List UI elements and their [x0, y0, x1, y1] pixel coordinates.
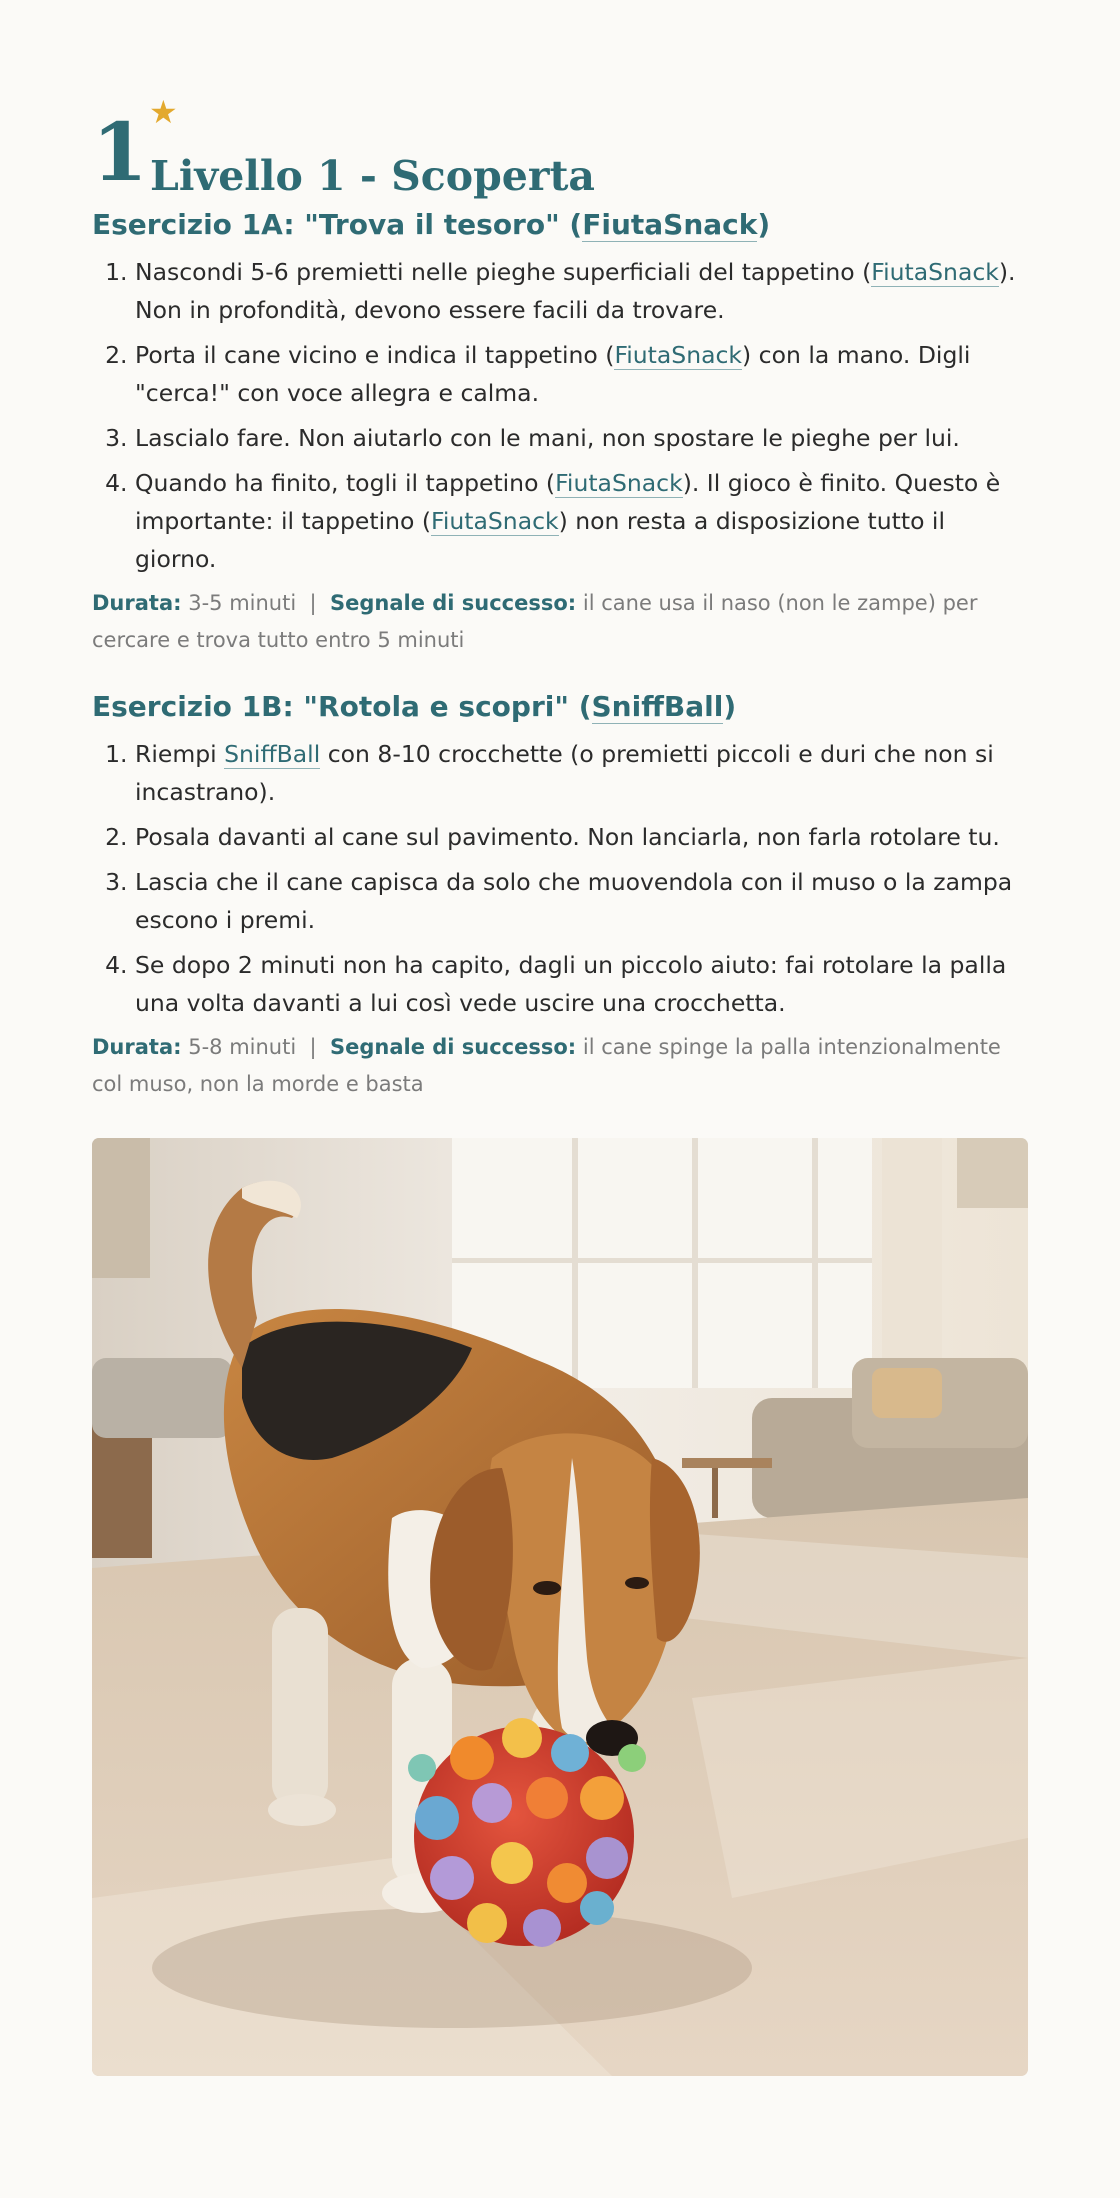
exercise-1a — [92, 205, 1028, 659]
list-item — [135, 336, 1028, 412]
success-value: il cane spinge la palla intenzionalmente col muso, non la morde e basta — [92, 1035, 1001, 1096]
exercise-title-text: Esercizio 1A: "Trova il tesoro" ( — [92, 208, 583, 241]
step-text: Quando ha finito, togli il tappetino ( — [135, 469, 556, 497]
list-item — [135, 419, 1028, 457]
duration-value: 5-8 minuti — [188, 1035, 297, 1059]
success-label: Segnale di successo: — [329, 1035, 577, 1059]
exercise-meta — [92, 585, 1028, 659]
step-text: ) non resta a disposizione tutto il giorno. — [135, 507, 945, 573]
step-text: Lascialo fare. Non aiutarlo con le mani, non spostare le pieghe per lui. — [135, 424, 960, 452]
product-link-fiutasnack[interactable]: FiutaSnack — [614, 341, 743, 369]
success-value: il cane usa il naso (non le zampe) per cercare e trova tutto entro 5 minuti — [92, 591, 978, 652]
step-text: con 8-10 crocchette (o premietti piccoli e duri che non si incastrano). — [135, 740, 994, 806]
step-text: Nascondi 5-6 premietti nelle pieghe superficiali del tappetino ( — [135, 258, 872, 286]
step-text: Lascia che il cane capisca da solo che muovendola con il muso o la zampa escono i premi. — [135, 868, 1013, 934]
star-icon: ★ — [149, 93, 178, 131]
exercise-1b — [92, 687, 1028, 1103]
exercise-meta — [92, 1029, 1028, 1103]
steps-list — [92, 735, 1028, 1022]
exercise-title-text: Esercizio 1B: "Rotola e scopri" ( — [92, 690, 592, 723]
success-label: Segnale di successo: — [329, 591, 577, 615]
exercise-title — [92, 205, 1028, 245]
steps-list — [92, 253, 1028, 578]
step-text: Posala davanti al cane sul pavimento. Non lanciarla, non farla rotolare tu. — [135, 823, 1000, 851]
page — [92, 0, 1028, 1103]
level-title: Livello 1 - Scoperta — [150, 152, 595, 200]
level-header — [92, 0, 1028, 205]
product-link-fiutasnack[interactable]: FiutaSnack — [871, 258, 999, 286]
step-text: ) con la mano. Digli "cerca!" con voce allegra e calma. — [135, 341, 971, 407]
meta-separator: | — [309, 591, 317, 615]
step-text: ). Non in profondità, devono essere facili da trovare. — [135, 258, 1016, 324]
list-item — [135, 818, 1028, 856]
list-item — [135, 946, 1028, 1022]
step-text: Riempi — [135, 740, 225, 768]
beagle-sniffball-photo — [92, 1138, 1028, 2076]
duration-value: 3-5 minuti — [188, 591, 297, 615]
list-item — [135, 863, 1028, 939]
product-link-fiutasnack[interactable]: FiutaSnack — [582, 208, 758, 241]
exercise-title — [92, 687, 1028, 727]
product-link-fiutasnack[interactable]: FiutaSnack — [555, 469, 683, 497]
duration-label: Durata: — [92, 591, 182, 615]
meta-separator: | — [309, 1035, 317, 1059]
list-item — [135, 464, 1028, 578]
exercise-title-text: ) — [723, 690, 737, 723]
list-item — [135, 735, 1028, 811]
level-number: 1 — [92, 105, 148, 199]
product-link-sniffball[interactable]: SniffBall — [591, 690, 724, 723]
exercise-title-text: ) — [757, 208, 771, 241]
step-text: Se dopo 2 minuti non ha capito, dagli un piccolo aiuto: fai rotolare la palla una volta davanti a lui così vede uscire una crocchetta. — [135, 951, 1007, 1017]
product-link-fiutasnack[interactable]: FiutaSnack — [431, 507, 559, 535]
step-text: Porta il cane vicino e indica il tappetino ( — [135, 341, 615, 369]
list-item — [135, 253, 1028, 329]
duration-label: Durata: — [92, 1035, 182, 1059]
product-link-sniffball[interactable]: SniffBall — [224, 740, 321, 768]
step-text: ). Il gioco è finito. Questo è importante: il tappetino ( — [135, 469, 1001, 535]
